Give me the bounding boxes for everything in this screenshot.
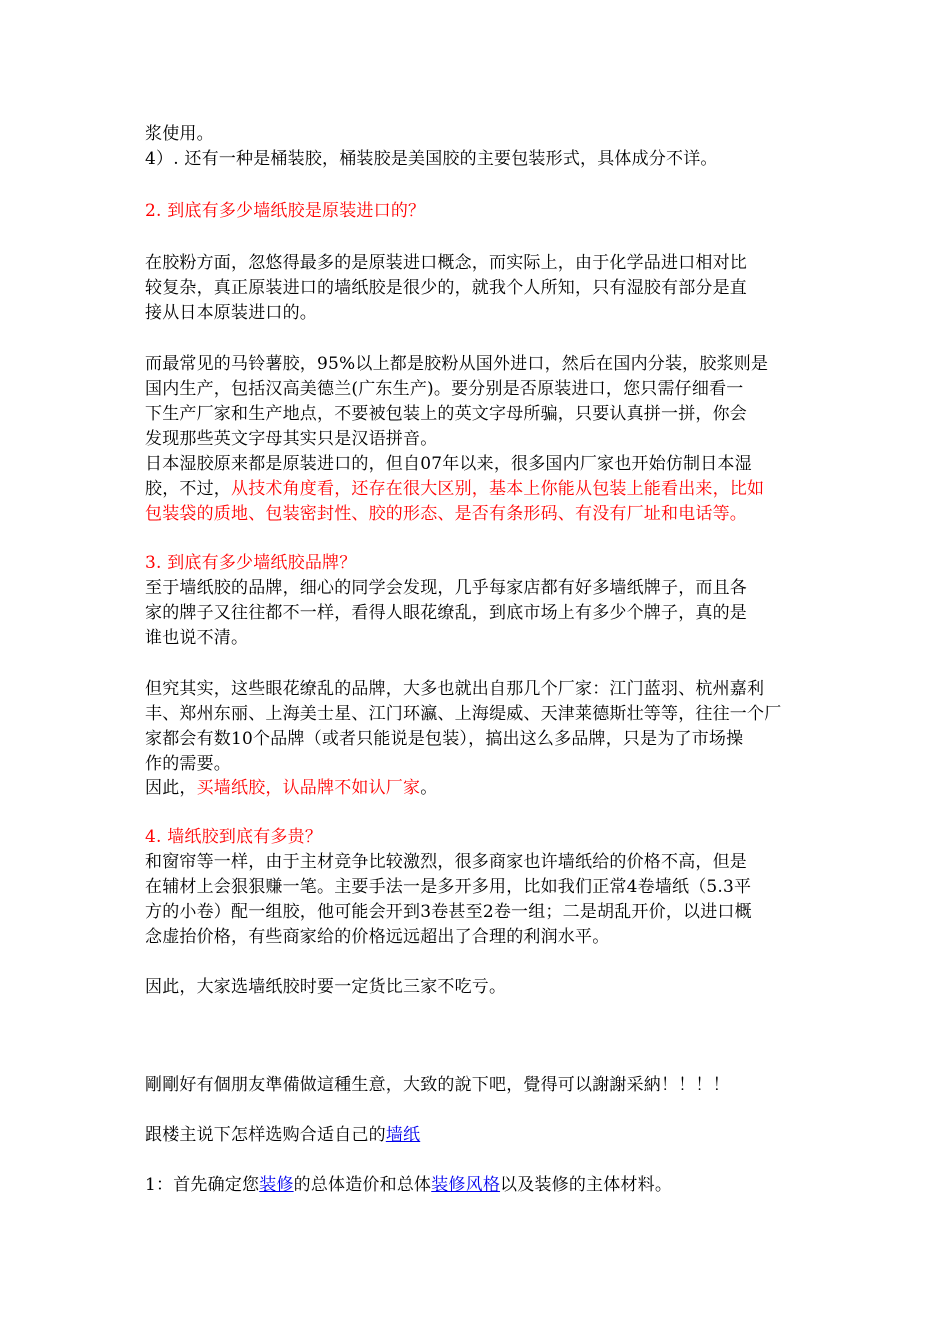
plain-text: 1：首先确定您 bbox=[145, 1175, 260, 1195]
paragraph-line: 在胶粉方面，忽悠得最多的是原装进口概念，而实际上，由于化学品进口相对比 bbox=[145, 253, 747, 273]
paragraph-line: 国内生产，包括汉高美德兰(广东生产)。要分别是否原装进口，您只需仔细看一 bbox=[145, 379, 744, 399]
paragraph-line: 剛剛好有個朋友準備做這種生意，大致的說下吧，覺得可以謝謝采納！！！！ bbox=[145, 1075, 730, 1095]
highlighted-line: 包装袋的质地、包装密封性、胶的形态、是否有条形码、有没有厂址和电话等。 bbox=[145, 504, 747, 524]
paragraph-line: 发现那些英文字母其实只是汉语拼音。 bbox=[145, 429, 438, 449]
paragraph-line: 而最常见的马铃薯胶，95%以上都是胶粉从国外进口，然后在国内分装，胶浆则是 bbox=[145, 354, 769, 374]
plain-text: 。 bbox=[420, 778, 438, 798]
highlighted-text: 从技术角度看，还存在很大区别，基本上你能从包装上能看出来，比如 bbox=[231, 479, 765, 499]
paragraph-line bbox=[145, 777, 437, 799]
section-heading-4: 4. 墙纸胶到底有多贵？ bbox=[145, 827, 323, 847]
plain-text: 以及装修的主体材料。 bbox=[500, 1175, 673, 1195]
wallpaper-link[interactable]: 墙纸 bbox=[385, 1125, 421, 1145]
highlighted-text: 买墙纸胶，认品牌不如认厂家 bbox=[196, 778, 421, 798]
plain-text: 的总体造价和总体 bbox=[293, 1175, 432, 1195]
paragraph-line: 作的需要。 bbox=[145, 754, 231, 774]
paragraph-line: 但究其实，这些眼花缭乱的品牌，大多也就出自那几个厂家：江门蓝羽、杭州嘉利 bbox=[145, 679, 765, 699]
paragraph-line: 丰、郑州东丽、上海美士星、江门环瀛、上海缇威、天津莱德斯壮等等，往往一个厂 bbox=[145, 704, 782, 724]
paragraph-line: 家都会有数10个品牌（或者只能说是包装），搞出这么多品牌，只是为了市场操 bbox=[145, 729, 744, 749]
section-heading-3: 3. 到底有多少墙纸胶品牌？ bbox=[145, 553, 357, 573]
paragraph-line: 4）. 还有一种是桶装胶，桶装胶是美国胶的主要包装形式，具体成分不详。 bbox=[145, 149, 718, 169]
paragraph-line: 至于墙纸胶的品牌，细心的同学会发现，几乎每家店都有好多墙纸牌子，而且各 bbox=[145, 578, 747, 598]
paragraph-line: 家的牌子又往往都不一样，看得人眼花缭乱，到底市场上有多少个牌子，真的是 bbox=[145, 603, 747, 623]
paragraph-line: 谁也说不清。 bbox=[145, 628, 249, 648]
paragraph-line: 念虚抬价格，有些商家给的价格远远超出了合理的利润水平。 bbox=[145, 927, 610, 947]
decoration-style-link[interactable]: 装修风格 bbox=[431, 1175, 501, 1195]
paragraph-line bbox=[145, 1124, 420, 1146]
plain-text: 跟楼主说下怎样选购合适自己的 bbox=[145, 1125, 386, 1145]
paragraph-line bbox=[145, 478, 764, 500]
paragraph-line: 浆使用。 bbox=[145, 124, 214, 144]
paragraph-line: 下生产厂家和生产地点，不要被包装上的英文字母所骗，只要认真拼一拼，你会 bbox=[145, 404, 747, 424]
section-heading-2: 2. 到底有多少墙纸胶是原装进口的？ bbox=[145, 201, 426, 221]
plain-text: 因此， bbox=[145, 778, 197, 798]
plain-text: 胶，不过， bbox=[145, 479, 231, 499]
paragraph-line: 方的小卷）配一组胶，他可能会开到3卷甚至2卷一组；二是胡乱开价，以进口概 bbox=[145, 902, 752, 922]
paragraph-line: 接从日本原装进口的。 bbox=[145, 303, 317, 323]
decoration-link[interactable]: 装修 bbox=[259, 1175, 294, 1195]
paragraph-line: 因此，大家选墙纸胶时要一定货比三家不吃亏。 bbox=[145, 977, 507, 997]
paragraph-line bbox=[145, 1174, 672, 1196]
paragraph-line: 日本湿胶原来都是原装进口的，但自07年以来，很多国内厂家也开始仿制日本湿 bbox=[145, 454, 752, 474]
paragraph-line: 较复杂，真正原装进口的墙纸胶是很少的，就我个人所知，只有湿胶有部分是直 bbox=[145, 278, 747, 298]
paragraph-line: 在辅材上会狠狠赚一笔。主要手法一是多开多用，比如我们正常4卷墙纸（5.3平 bbox=[145, 877, 752, 897]
paragraph-line: 和窗帘等一样，由于主材竞争比较激烈，很多商家也许墙纸给的价格不高，但是 bbox=[145, 852, 747, 872]
